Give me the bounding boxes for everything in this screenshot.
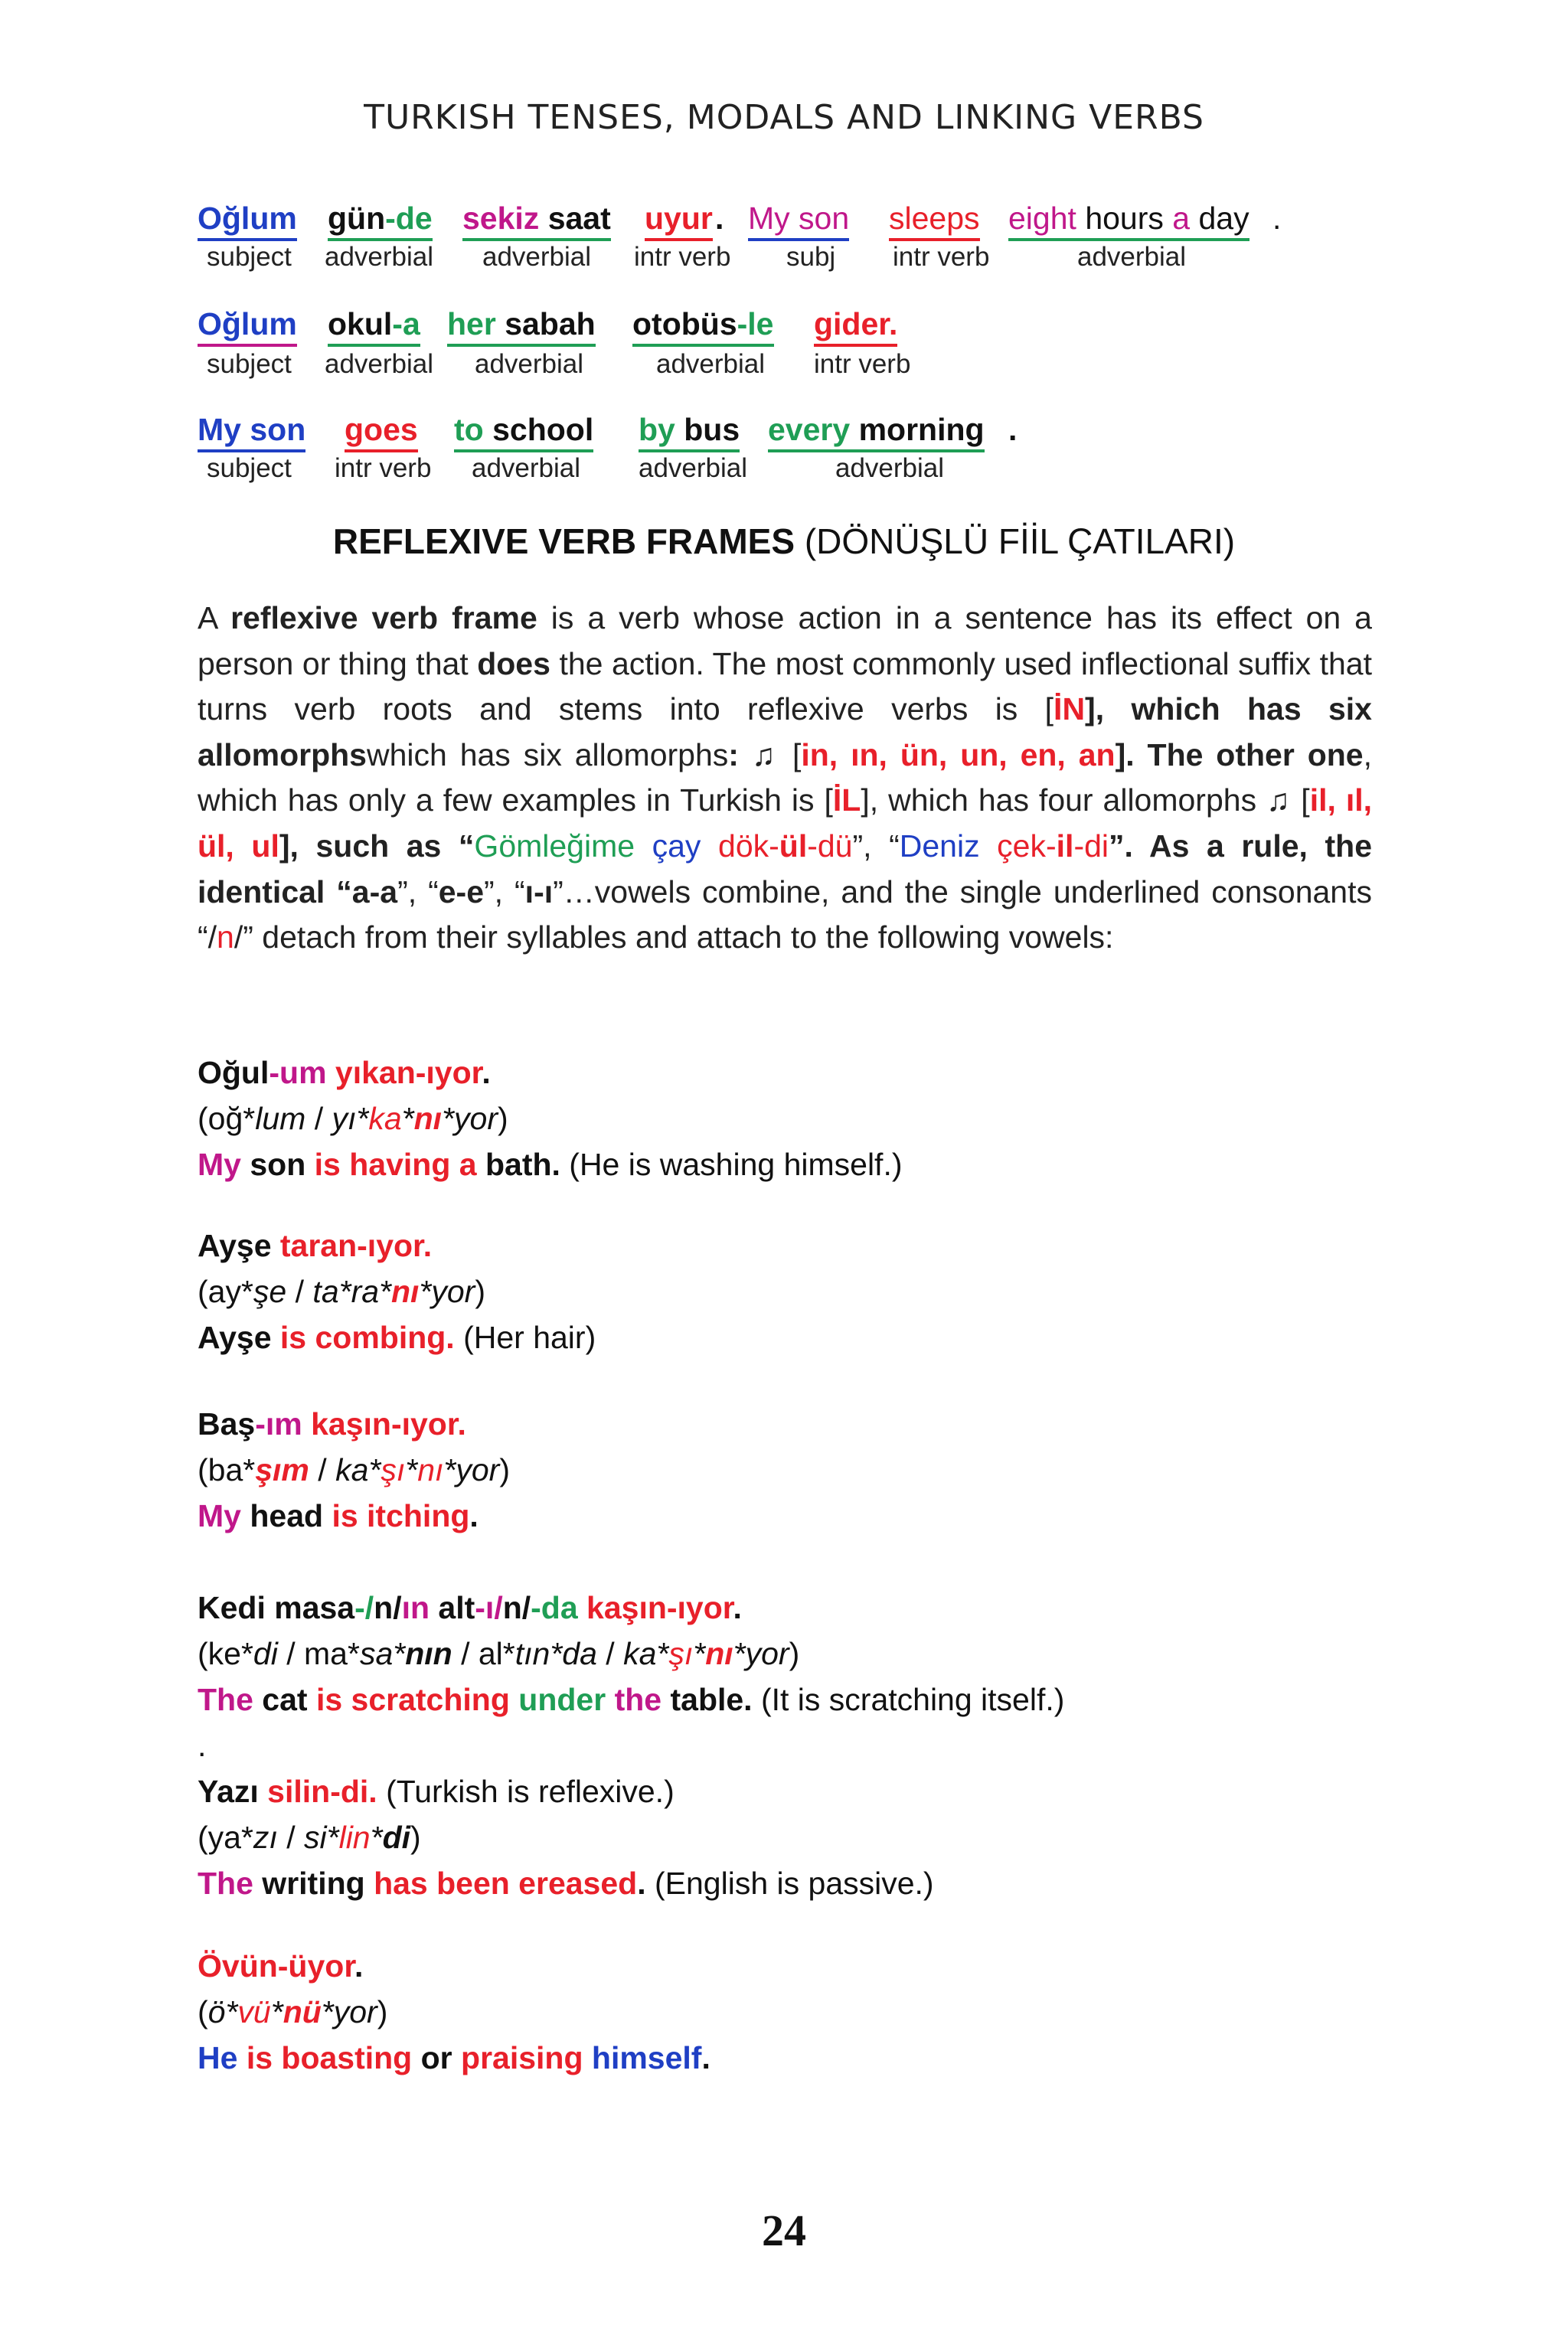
section-title: REFLEXIVE VERB FRAMES (DÖNÜŞLÜ FİİL ÇATILARI)	[332, 521, 1236, 561]
word-sleeps: sleeps	[889, 201, 980, 241]
label-adverbial: adverbial	[639, 453, 748, 483]
frame-row-1	[0, 201, 1568, 247]
example-2	[198, 1223, 596, 1360]
page-number: 24	[762, 2206, 806, 2255]
turkish-sentence: Övün-üyor.	[198, 1948, 364, 1984]
frame-dot: .	[715, 201, 724, 236]
english-translation: My son is having a bath. (He is washing himself.)	[198, 1147, 903, 1182]
label-subject: subject	[207, 349, 292, 379]
word-sekiz-saat: sekiz saat	[462, 201, 611, 241]
frame-labels-2	[0, 349, 1568, 383]
syllable-breakdown: (ke*di / ma*sa*nın / al*tın*da / ka*şı*nı*yor)	[198, 1636, 800, 1671]
word-oglum: Oğlum	[198, 306, 297, 347]
frame-row-3	[0, 412, 1568, 458]
label-adverbial: adverbial	[325, 242, 434, 272]
syllable-breakdown: (ya*zı / si*lin*di)	[198, 1820, 421, 1855]
label-subject: subject	[207, 453, 292, 483]
running-header: TURKISH TENSES, MODALS AND LINKING VERBS	[364, 98, 1204, 137]
turkish-sentence: Baş-ım kaşın-ıyor.	[198, 1406, 466, 1442]
frame-labels-3	[0, 453, 1568, 487]
frame-labels-1	[0, 242, 1568, 276]
english-translation: The cat is scratching under the table. (It is scratching itself.)	[198, 1682, 1065, 1717]
example-5	[198, 1768, 934, 1906]
label-intr-verb: intr verb	[335, 453, 432, 483]
example-3	[198, 1401, 510, 1539]
english-translation: He is boasting or praising himself.	[198, 2040, 710, 2075]
syllable-breakdown: (ay*şe / ta*ra*nı*yor)	[198, 1274, 485, 1309]
word-uyur: uyur	[645, 201, 713, 241]
word-eight-hours-a-day: eight hours a day	[1008, 201, 1250, 241]
syllable-breakdown: (oğ*lum / yı*ka*nı*yor)	[198, 1101, 508, 1136]
label-subj: subj	[786, 242, 836, 272]
english-translation: My head is itching.	[198, 1498, 479, 1533]
label-intr-verb: intr verb	[634, 242, 731, 272]
stray-dot: .	[198, 1728, 207, 1763]
word-gider: gider.	[814, 306, 897, 347]
label-intr-verb: intr verb	[893, 242, 990, 272]
word-my-son: My son	[198, 412, 305, 452]
label-intr-verb: intr verb	[814, 349, 911, 379]
label-adverbial: adverbial	[325, 349, 434, 379]
turkish-sentence: Yazı silin-di. (Turkish is reflexive.)	[198, 1774, 675, 1809]
word-okula: okul-a	[328, 306, 420, 347]
word-her-sabah: her sabah	[447, 306, 596, 347]
example-4	[198, 1585, 1064, 1768]
word-gunde: gün-de	[328, 201, 433, 241]
turkish-sentence: Ayşe taran-ıyor.	[198, 1228, 433, 1263]
english-translation: Ayşe is combing. (Her hair)	[198, 1320, 596, 1355]
turkish-sentence: Oğul-um yıkan-ıyor.	[198, 1055, 491, 1090]
label-adverbial: adverbial	[475, 349, 584, 379]
frame-dot-2: .	[1272, 201, 1282, 236]
syllable-breakdown: (ba*şım / ka*şı*nı*yor)	[198, 1452, 510, 1487]
example-6	[198, 1943, 710, 2081]
word-otobusle: otobüs-le	[632, 306, 774, 347]
word-to-school: to school	[454, 412, 593, 452]
word-by-bus: by bus	[639, 412, 740, 452]
frame-dot: .	[1008, 412, 1018, 447]
syllable-breakdown: (ö*vü*nü*yor)	[198, 1994, 388, 2029]
word-my-son: My son	[748, 201, 849, 241]
turkish-sentence: Kedi masa-/n/ın alt-ı/n/-da kaşın-ıyor.	[198, 1590, 742, 1625]
label-adverbial: adverbial	[472, 453, 581, 483]
example-1	[198, 1050, 902, 1187]
word-oglum: Oğlum	[198, 201, 297, 241]
word-goes: goes	[345, 412, 418, 452]
label-subject: subject	[207, 242, 292, 272]
frame-row-2	[0, 306, 1568, 352]
label-adverbial: adverbial	[835, 453, 945, 483]
label-adverbial: adverbial	[1077, 242, 1187, 272]
label-adverbial: adverbial	[656, 349, 766, 379]
word-every-morning: every morning	[768, 412, 985, 452]
english-translation: The writing has been ereased. (English is passive.)	[198, 1866, 934, 1901]
definition-paragraph: A reflexive verb frame is a verb whose action in a sentence has its effect on a person or thing that does the action. The most commonly used inflectional suffix that turns verb roots and stems into reflexive verbs is [İN], which has six allomorphswhich has six allomorphs: ♫ [in, ın, ün, un, en, an]. The other one, which has only a few examples in Turkish is [İL], which has four allomorphs ♫ [il, ıl, ül, ul], such as “Gömleğime çay dök-ül-dü”, “Deniz çek-il-di”. As a rule, the identical “a-a”, “e-e”, “ı-ı”…vowels combine, and the single underlined consonants “/n/” detach from their syllables and attach to the following vowels:	[198, 600, 1373, 955]
label-adverbial: adverbial	[482, 242, 592, 272]
